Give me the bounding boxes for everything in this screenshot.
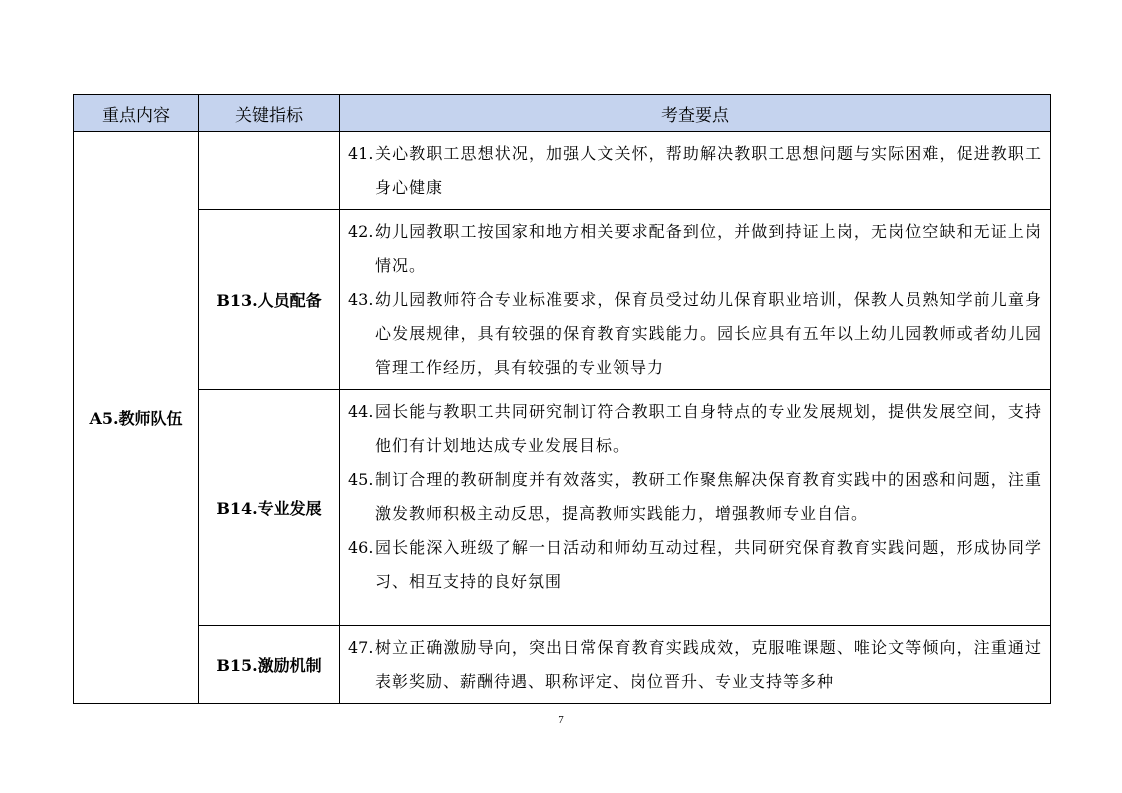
check-point — [348, 531, 1042, 599]
point-text: 幼儿园教职工按国家和地方相关要求配备到位，并做到持证上岗，无岗位空缺和无证上岗情况。 — [375, 222, 1042, 275]
page-number: 7 — [558, 714, 564, 726]
points-cell — [340, 390, 1051, 626]
point-number: 44. — [348, 402, 374, 421]
point-number: 46. — [348, 538, 374, 557]
point-text: 制订合理的教研制度并有效落实，教研工作聚焦解决保育教育实践中的困惑和问题，注重激发教师积极主动反思，提高教师实践能力，增强教师专业自信。 — [375, 470, 1042, 523]
check-point — [348, 395, 1042, 463]
table-row — [74, 390, 1051, 626]
point-number: 45. — [348, 470, 374, 489]
point-text: 幼儿园教师符合专业标准要求，保育员受过幼儿保育职业培训，保教人员熟知学前儿童身心发展规律，具有较强的保育教育实践能力。园长应具有五年以上幼儿园教师或者幼儿园管理工作经历，具有较强的专业领导力 — [375, 290, 1042, 377]
point-number: 47. — [348, 638, 374, 657]
table-row — [74, 132, 1051, 210]
point-number: 43. — [348, 290, 374, 309]
point-number: 41. — [348, 144, 374, 163]
indicator-cell — [199, 132, 340, 210]
header-key-content: 重点内容 — [74, 95, 199, 132]
table-row — [74, 210, 1051, 390]
check-point — [348, 137, 1042, 205]
points-cell — [340, 210, 1051, 390]
header-check-points: 考查要点 — [340, 95, 1051, 132]
check-point — [348, 215, 1042, 283]
check-point — [348, 283, 1042, 385]
check-point — [348, 631, 1042, 699]
indicator-cell: B15.激励机制 — [199, 626, 340, 704]
area-cell: A5.教师队伍 — [74, 132, 199, 704]
header-key-indicator: 关键指标 — [199, 95, 340, 132]
point-text: 园长能与教职工共同研究制订符合教职工自身特点的专业发展规划，提供发展空间，支持他们有计划地达成专业发展目标。 — [375, 402, 1042, 455]
indicator-cell: B13.人员配备 — [199, 210, 340, 390]
table-row — [74, 626, 1051, 704]
indicator-cell: B14.专业发展 — [199, 390, 340, 626]
points-cell — [340, 132, 1051, 210]
table-header-row — [74, 95, 1051, 132]
point-text: 树立正确激励导向，突出日常保育教育实践成效，克服唯课题、唯论文等倾向，注重通过表彰奖励、薪酬待遇、职称评定、岗位晋升、专业支持等多种 — [375, 638, 1042, 691]
evaluation-table — [73, 94, 1051, 704]
points-cell — [340, 626, 1051, 704]
check-point — [348, 463, 1042, 531]
point-number: 42. — [348, 222, 374, 241]
point-text: 关心教职工思想状况，加强人文关怀，帮助解决教职工思想问题与实际困难，促进教职工身心健康 — [375, 144, 1042, 197]
point-text: 园长能深入班级了解一日活动和师幼互动过程，共同研究保育教育实践问题，形成协同学习、相互支持的良好氛围 — [375, 538, 1042, 591]
